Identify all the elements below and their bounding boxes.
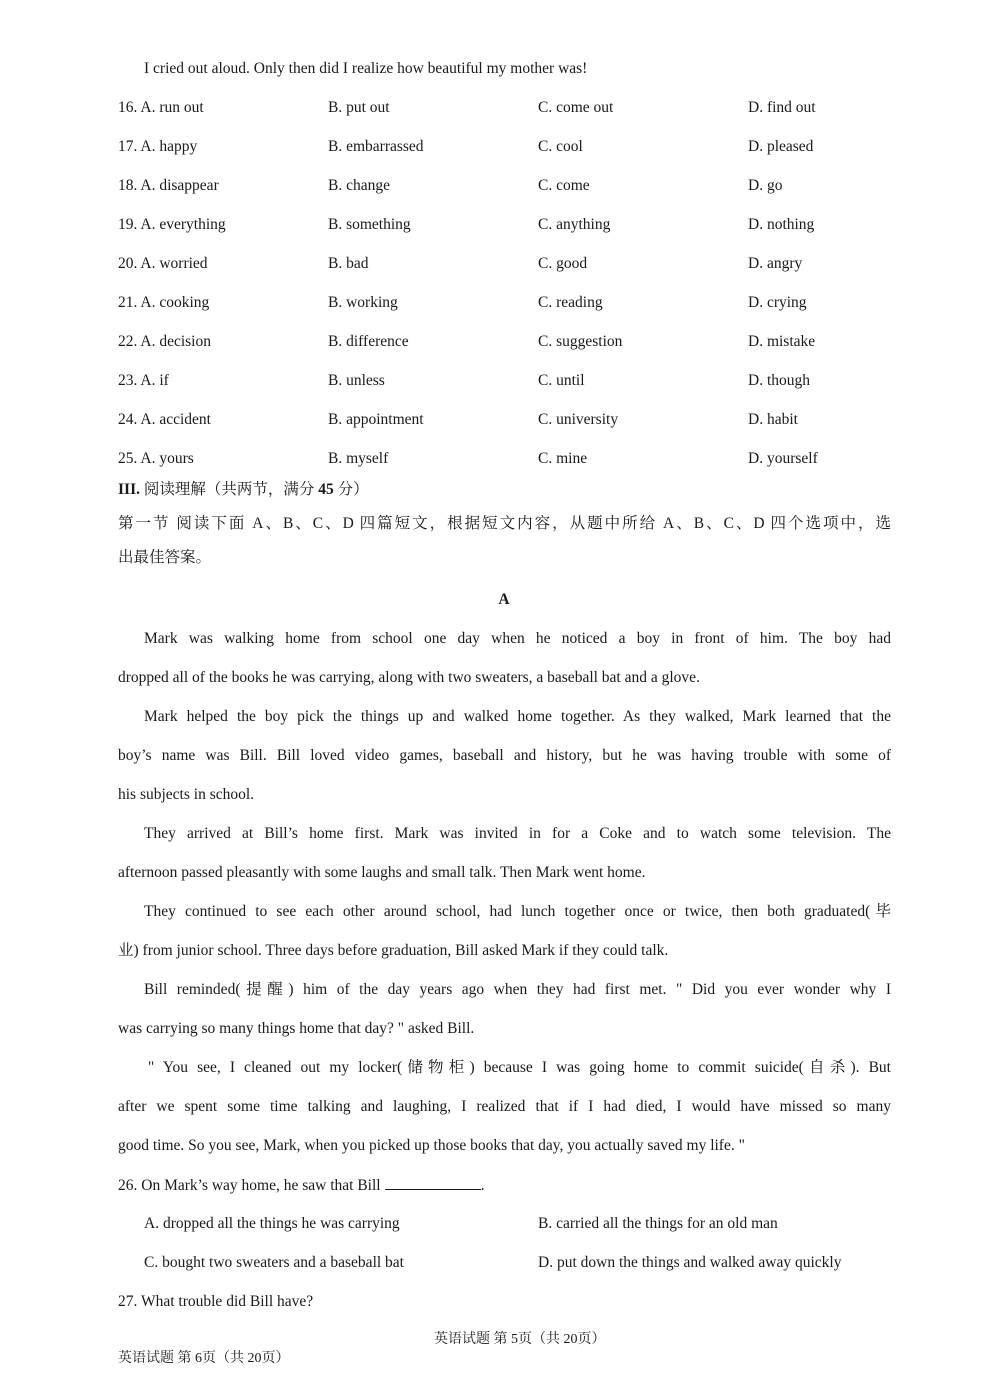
option-c: C. come	[538, 177, 590, 194]
option-d: D. nothing	[748, 216, 815, 233]
option-c: C. anything	[538, 216, 611, 233]
option-b: B. unless	[328, 372, 385, 389]
passage-line: They continued to see each other around school, had lunch together once or twice, then both graduated(毕	[144, 903, 891, 920]
option-d: D. angry	[748, 255, 803, 272]
option-a: 24. A. accident	[118, 411, 211, 428]
footer-page-number: 英语试题 第 5页（共 20页）	[434, 1332, 606, 1347]
question-26-option-a: A. dropped all the things he was carrying	[144, 1215, 400, 1232]
section-title-post: 分）	[333, 481, 369, 498]
option-d: D. go	[748, 177, 783, 194]
passage-line: boy’s name was Bill. Bill loved video games, baseball and history, but he was having trouble with some of	[118, 747, 891, 764]
option-c: C. suggestion	[538, 333, 623, 350]
instruction-line-1: 第一节 阅读下面 A、B、C、D 四篇短文，根据短文内容，从题中所给 A、B、C、D 四个选项中，选	[118, 515, 891, 532]
option-c: C. reading	[538, 294, 603, 311]
section-heading	[118, 480, 369, 500]
passage-label: A	[498, 591, 510, 608]
option-c: C. until	[538, 372, 585, 389]
passage-line: afternoon passed pleasantly with some laughs and small talk. Then Mark went home.	[118, 864, 646, 881]
question-26-option-b: B. carried all the things for an old man	[538, 1215, 778, 1232]
option-b: B. embarrassed	[328, 138, 424, 155]
section-roman: III.	[118, 481, 140, 498]
option-a: 16. A. run out	[118, 99, 204, 116]
passage-line: his subjects in school.	[118, 786, 255, 803]
option-a: 18. A. disappear	[118, 177, 219, 194]
option-c: C. university	[538, 411, 619, 428]
intro-line: I cried out aloud. Only then did I realize how beautiful my mother was!	[144, 60, 588, 77]
passage-line: 业) from junior school. Three days before graduation, Bill asked Mark if they could talk.	[118, 942, 669, 959]
option-d: D. crying	[748, 294, 807, 311]
option-b: B. appointment	[328, 411, 424, 428]
section-score: 45	[318, 481, 334, 498]
question-26-end: .	[480, 1177, 485, 1194]
option-c: C. cool	[538, 138, 583, 155]
option-a: 19. A. everything	[118, 216, 226, 233]
passage-line: good time. So you see, Mark, when you picked up those books that day, you actually saved my life. "	[118, 1137, 745, 1154]
passage-line: dropped all of the books he was carrying, along with two sweaters, a baseball bat and a glove.	[118, 669, 700, 686]
option-c: C. good	[538, 255, 588, 272]
option-b: B. difference	[328, 333, 409, 350]
passage-line: Bill reminded(提醒) him of the day years ago when they had first met. " Did you ever wonder why I	[144, 981, 891, 998]
option-d: D. habit	[748, 411, 798, 428]
passage-line: Mark was walking home from school one day when he noticed a boy in front of him. The boy had	[144, 630, 891, 647]
option-b: B. something	[328, 216, 411, 233]
option-a: 23. A. if	[118, 372, 169, 389]
option-d: D. find out	[748, 99, 816, 116]
option-b: B. bad	[328, 255, 369, 272]
option-d: D. pleased	[748, 138, 814, 155]
option-d: D. though	[748, 372, 810, 389]
option-b: B. myself	[328, 450, 389, 467]
question-27-stem: 27. What trouble did Bill have?	[118, 1293, 314, 1310]
option-a: 22. A. decision	[118, 333, 211, 350]
passage-line: Mark helped the boy pick the things up and walked home together. As they walked, Mark learned that the	[144, 708, 891, 725]
option-d: D. mistake	[748, 333, 816, 350]
option-c: C. come out	[538, 99, 614, 116]
passage-line: " You see, I cleaned out my locker(储物柜) because I was going home to commit suicide(自杀). But	[148, 1059, 891, 1076]
passage-line: after we spent some time talking and laughing, I realized that if I had died, I would have missed so many	[118, 1098, 891, 1115]
option-a: 25. A. yours	[118, 450, 194, 467]
question-26-text: 26. On Mark’s way home, he saw that Bill	[118, 1177, 381, 1194]
footer-page-number-left: 英语试题 第 6页（共 20页）	[118, 1351, 290, 1366]
question-26-option-d: D. put down the things and walked away quickly	[538, 1254, 842, 1271]
answer-blank[interactable]	[385, 1175, 481, 1190]
option-b: B. change	[328, 177, 390, 194]
passage-line: They arrived at Bill’s home first. Mark was invited in for a Coke and to watch some television. The	[144, 825, 891, 842]
option-a: 17. A. happy	[118, 138, 198, 155]
passage-line: was carrying so many things home that day? " asked Bill.	[118, 1020, 475, 1037]
option-d: D. yourself	[748, 450, 818, 467]
instruction-line-2: 出最佳答案。	[118, 549, 212, 566]
option-a: 21. A. cooking	[118, 294, 210, 311]
option-c: C. mine	[538, 450, 588, 467]
option-a: 20. A. worried	[118, 255, 208, 272]
question-26-option-c: C. bought two sweaters and a baseball bat	[144, 1254, 404, 1271]
question-26-stem	[118, 1175, 484, 1196]
section-title-pre: 阅读理解（共两节，满分	[143, 481, 319, 498]
option-b: B. put out	[328, 99, 390, 116]
option-b: B. working	[328, 294, 398, 311]
